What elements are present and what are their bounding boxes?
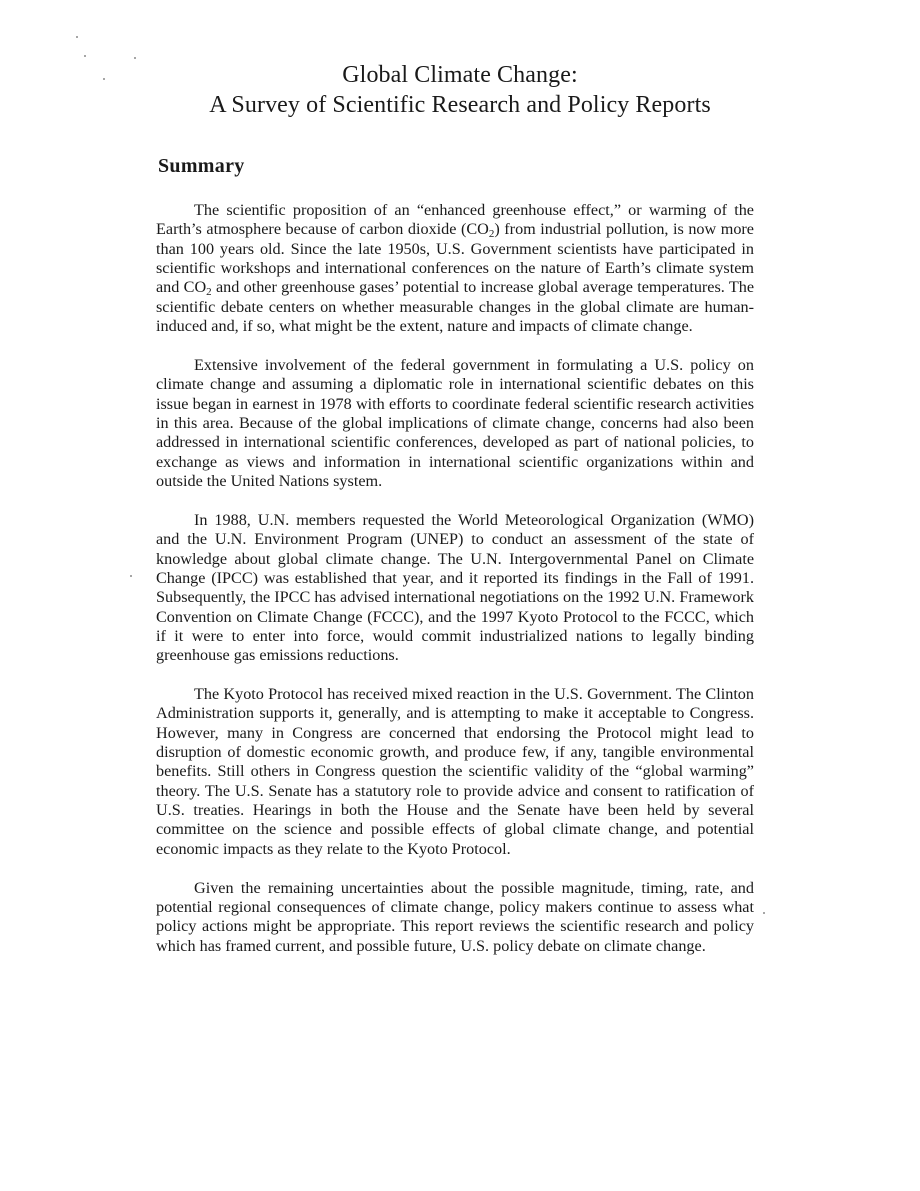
scan-speck: [134, 57, 136, 59]
scan-speck: [763, 912, 765, 914]
scan-speck: [76, 36, 78, 38]
paragraph-2: Extensive involvement of the federal government in formulating a U.S. policy on climate change and assuming a diplomatic role in international scientific debates on this issue began in earnest in 1978 with efforts to coordinate federal scientific research activities in this area. Because of the global implications of climate change, concerns had also been addressed in international scientific conferences, developed as part of national policies, to exchange as views and information in international scientific organizations within and outside the United Nations system.: [156, 355, 754, 490]
section-heading: Summary: [158, 155, 245, 177]
title-line-1: Global Climate Change:: [342, 62, 578, 88]
document-title: [0, 60, 920, 120]
paragraph-3: In 1988, U.N. members requested the World Meteorological Organization (WMO) and the U.N. Environment Program (UNEP) to conduct an assessment of the state of knowledge about global climate change. The U.N. Intergovernmental Panel on Climate Change (IPCC) was established that year, and it reported its findings in the Fall of 1991. Subsequently, the IPCC has advised international negotiations on the 1992 U.N. Framework Convention on Climate Change (FCCC), and the 1997 Kyoto Protocol to the FCCC, which if it were to enter into force, would commit industrialized nations to legally binding greenhouse gas emissions reductions.: [156, 510, 754, 665]
paragraph-1-text-c: and other greenhouse gases’ potential to increase global average temperatures. The scientific debate centers on whether measurable changes in the global climate are human-induced and, if so, what might be the extent, nature and impacts of climate change.: [156, 278, 755, 336]
paragraph-1-text-a: The scientific proposition of an “enhanced greenhouse effect,” or warming of the Earth’s atmosphere because of carbon dioxide (CO: [156, 201, 754, 239]
title-line-2: A Survey of Scientific Research and Policy Reports: [209, 92, 711, 118]
paragraph-1-text-b: ) from industrial pollution, is now more than 100 years old. Since the late 1950s, U.S. Government scientists have participated in scientific workshops and international conferences on the nature of Earth’s climate system and CO: [156, 220, 754, 297]
scan-speck: [84, 55, 86, 57]
paragraph-4: The Kyoto Protocol has received mixed reaction in the U.S. Government. The Clinton Administration supports it, generally, and is attempting to make it acceptable to Congress. However, many in Congress are concerned that endorsing the Protocol might lead to disruption of domestic economic growth, and produce few, if any, tangible environmental benefits. Still others in Congress question the scientific validity of the “global warming” theory. The U.S. Senate has a statutory role to provide advice and consent to ratification of U.S. treaties. Hearings in both the House and the Senate have been held by several committee on the science and possible effects of global climate change, and potential economic impacts as they relate to the Kyoto Protocol.: [156, 685, 754, 858]
subscript-2: 2: [488, 228, 495, 241]
scan-speck: [103, 78, 105, 80]
subscript-2: 2: [206, 286, 212, 299]
scan-speck: [130, 575, 132, 577]
paragraph-1: [156, 201, 754, 336]
paragraph-5: Given the remaining uncertainties about the possible magnitude, timing, rate, and potential regional consequences of climate change, policy makers continue to assess what policy actions might be appropriate. This report reviews the scientific research and policy which has framed current, and possible future, U.S. policy debate on climate change.: [156, 878, 754, 955]
document-body: [156, 201, 754, 956]
